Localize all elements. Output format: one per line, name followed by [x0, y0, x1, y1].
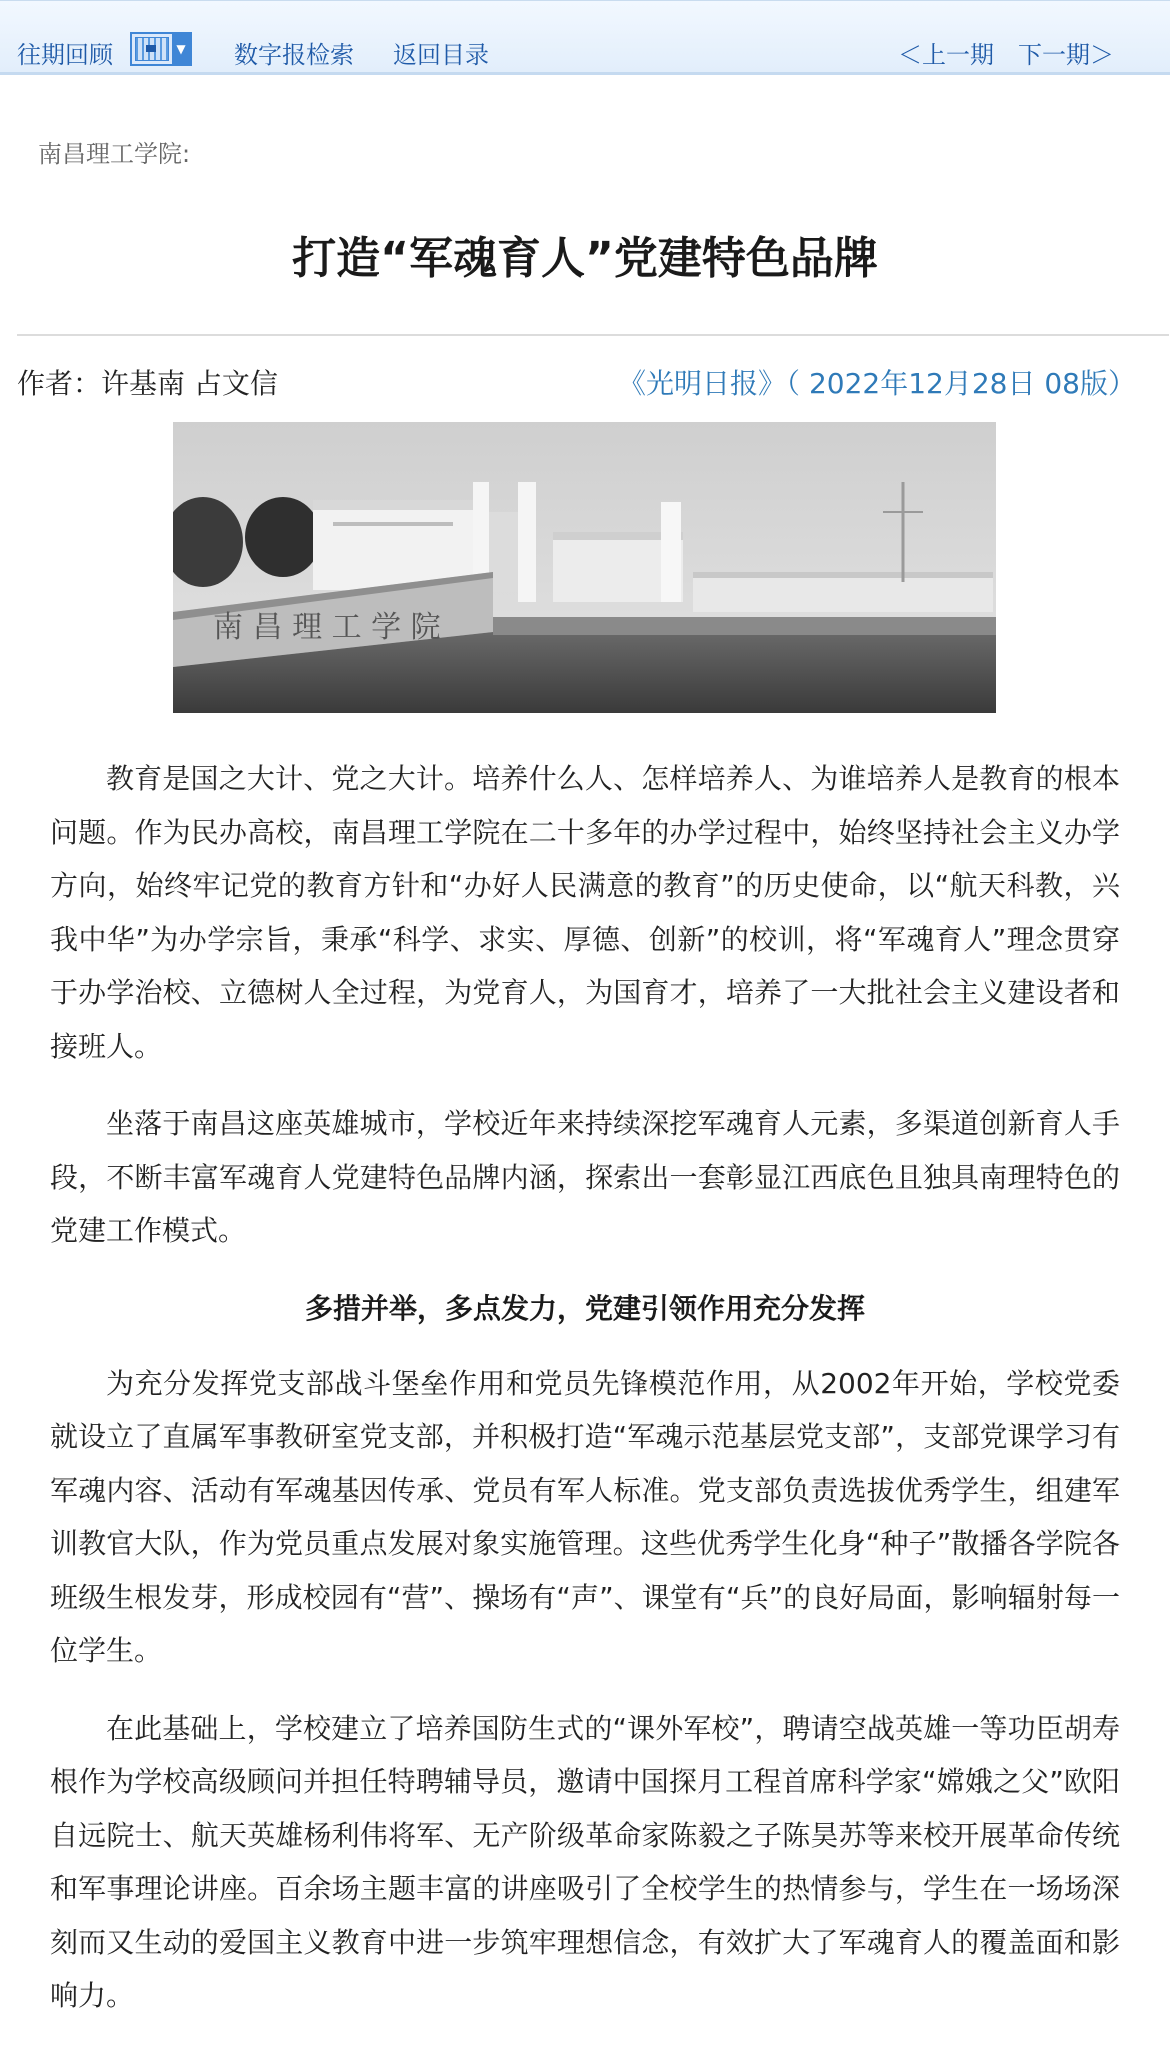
top-nav-bar: [0, 0, 1170, 75]
calendar-icon: [135, 37, 169, 61]
campus-sign-text: 南 昌 理 工 学 院: [213, 610, 441, 645]
article-paragraph: 为充分发挥党支部战斗堡垒作用和党员先锋模范作用，从2002年开始，学校党委就设立了直属军事教研室党支部，并积极打造“军魂示范基层党支部”，支部党课学习有军魂内容、活动有军魂基因传承、党员有军人标准。党支部负责选拔优秀学生，组建军训教官大队，作为党员重点发展对象实施管理。这些优秀学生化身“种子”散播各学院各班级生根发芽，形成校园有“营”、操场有“声”、课堂有“兵”的良好局面，影响辐射每一位学生。: [50, 1366, 1120, 1667]
article-source-link[interactable]: 《光明日报》（ 2022年12月28日 08版）: [618, 367, 1136, 400]
nav-prev-issue-link[interactable]: ＜上一期: [898, 41, 994, 69]
nav-next-issue-link[interactable]: 下一期＞: [1018, 41, 1114, 69]
article-paragraph: 教育是国之大计、党之大计。培养什么人、怎样培养人、为谁培养人是教育的根本问题。作为民办高校，南昌理工学院在二十多年的办学过程中，始终坚持社会主义办学方向，始终牢记党的教育方针和“办好人民满意的教育”的历史使命，以“航天科教，兴我中华”为办学宗旨，秉承“科学、求实、厚德、创新”的校训，将“军魂育人”理念贯穿于办学治校、立德树人全过程，为党育人，为国育才，培养了一大批社会主义建设者和接班人。: [50, 762, 1120, 1063]
article-paragraph: 坐落于南昌这座英雄城市，学校近年来持续深挖军魂育人元素，多渠道创新育人手段，不断丰富军魂育人党建特色品牌内涵，探索出一套彰显江西底色且独具南理特色的党建工作模式。: [50, 1107, 1120, 1247]
nav-past-issues-link[interactable]: 往期回顾: [17, 41, 113, 69]
article-kicker: 南昌理工学院:: [38, 140, 191, 168]
section-subheading: 多措并举，多点发力，党建引领作用充分发挥: [304, 1291, 865, 1325]
campus-photo: [173, 422, 996, 713]
nav-back-to-index-link[interactable]: 返回目录: [393, 41, 489, 69]
chevron-down-icon[interactable]: ▼: [172, 34, 190, 64]
article-byline: 作者：许基南 占文信: [17, 367, 278, 400]
article-title: 打造“军魂育人”党建特色品牌: [292, 233, 878, 284]
title-divider: [17, 334, 1169, 336]
article-paragraph: 在此基础上，学校建立了培养国防生式的“课外军校”，聘请空战英雄一等功臣胡寿根作为学校高级顾问并担任特聘辅导员，邀请中国探月工程首席科学家“嫦娥之父”欧阳自远院士、航天英雄杨利伟将军、无产阶级革命家陈毅之子陈昊苏等来校开展革命传统和军事理论讲座。百余场主题丰富的讲座吸引了全校学生的热情参与，学生在一场场深刻而又生动的爱国主义教育中进一步筑牢理想信念，有效扩大了军魂育人的覆盖面和影响力。: [50, 1711, 1120, 2012]
nav-search-link[interactable]: 数字报检索: [234, 41, 354, 69]
article-body: [50, 752, 1120, 2047]
issue-date-picker[interactable]: [130, 32, 192, 66]
